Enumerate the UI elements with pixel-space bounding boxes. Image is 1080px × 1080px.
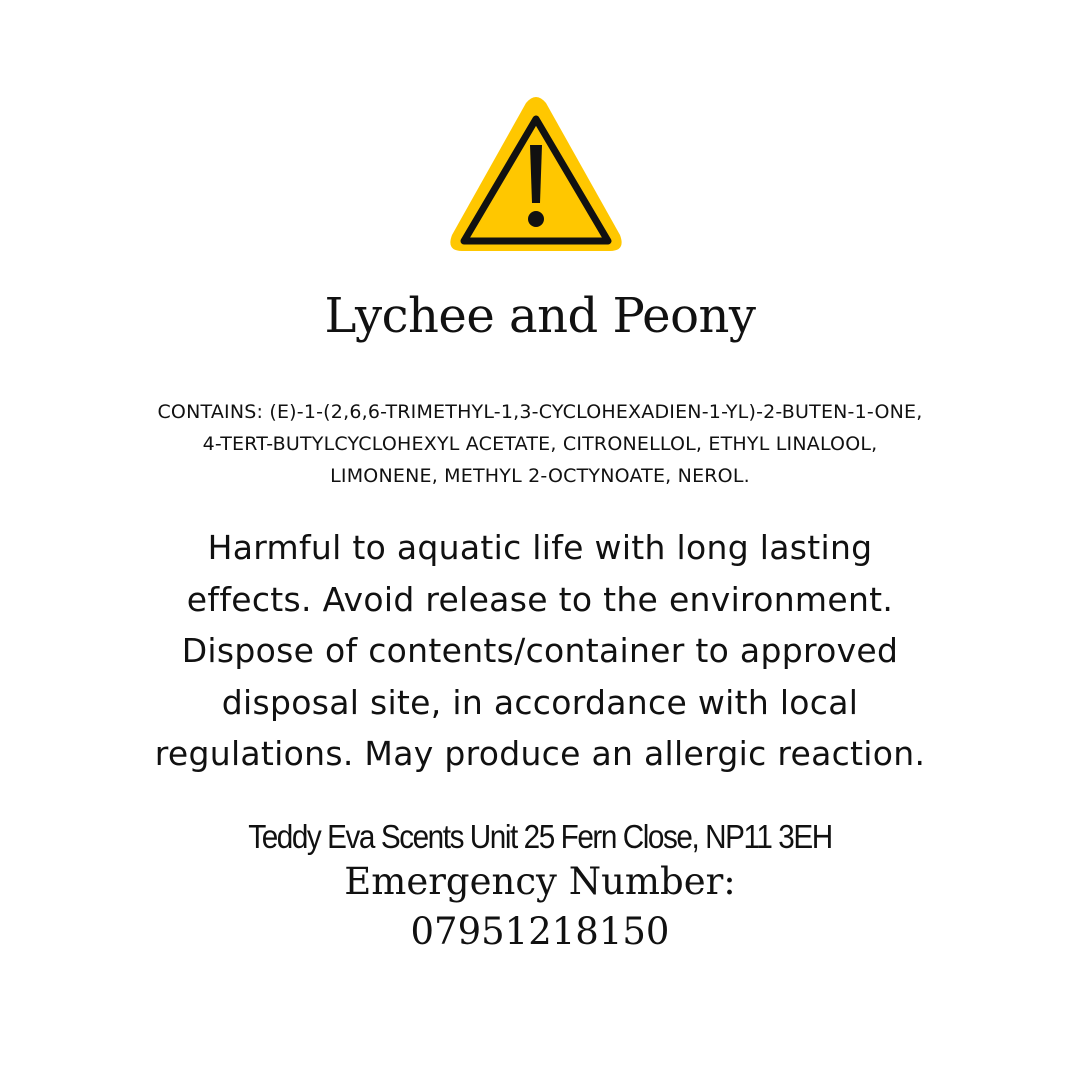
hazard-line: regulations. May produce an allergic reaction. — [154, 734, 926, 773]
exclamation-dot — [528, 211, 544, 227]
warning-triangle-icon — [446, 95, 626, 255]
contains-ingredients — [40, 396, 1040, 492]
hazard-statement — [40, 522, 1040, 780]
hazard-line: Harmful to aquatic life with long lasting — [207, 528, 873, 567]
exclamation-bar — [530, 145, 542, 203]
hazard-line: effects. Avoid release to the environment. — [186, 579, 894, 619]
contains-line: 4-TERT-BUTYLCYCLOHEXYL ACETATE, CITRONELLOL, ETHYL LINALOOL, — [202, 433, 878, 455]
contains-line: CONTAINS: (E)-1-(2,6,6-TRIMETHYL-1,3-CYCLOHEXADIEN-1-YL)-2-BUTEN-1-ONE, — [157, 401, 923, 423]
supplier-address: Teddy Eva Scents Unit 25 Fern Close, NP11 3EH — [248, 818, 832, 855]
contains-line: LIMONENE, METHYL 2-OCTYNOATE, NEROL. — [330, 465, 750, 487]
hazard-line: disposal site, in accordance with local — [221, 682, 859, 722]
emergency-label: Emergency Number: — [344, 860, 736, 903]
hazard-line: Dispose of contents/container to approved — [181, 631, 899, 670]
emergency-phone-number: 07951218150 — [410, 910, 670, 953]
product-title: Lychee and Peony — [324, 288, 756, 344]
